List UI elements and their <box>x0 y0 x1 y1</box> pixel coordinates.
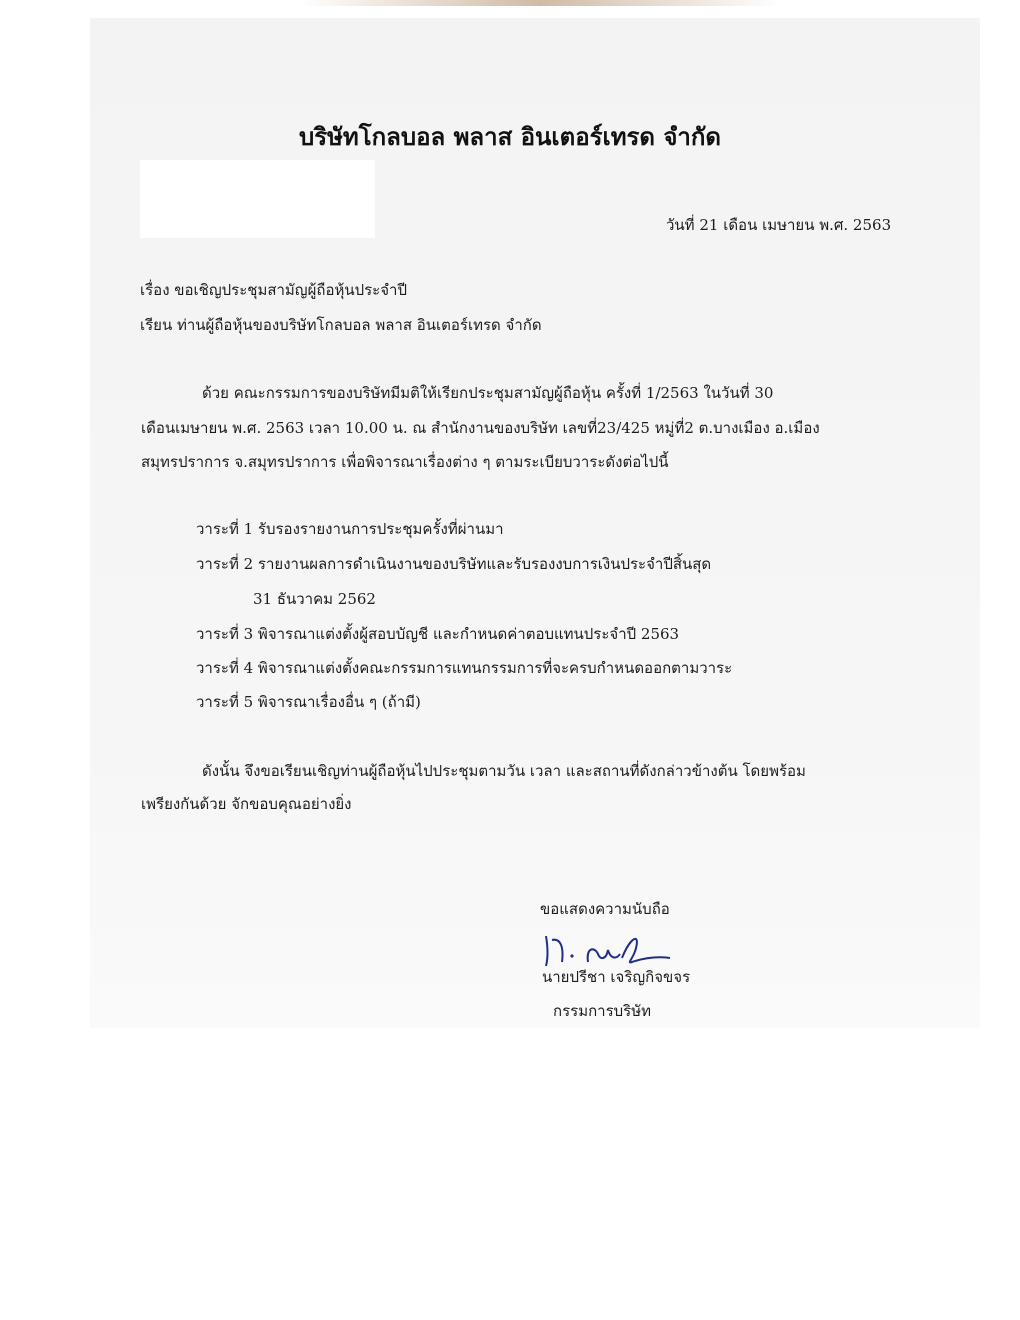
scan-edge-mark <box>300 0 780 6</box>
letter-subject: เรื่อง ขอเชิญประชุมสามัญผู้ถือหุ้นประจำปี <box>140 281 407 299</box>
redacted-area <box>140 160 375 238</box>
letter-recipient: เรียน ท่านผู้ถือหุ้นของบริษัทโกลบอล พลาส อินเตอร์เทรด จำกัด <box>140 316 542 334</box>
letter-date: วันที่ 21 เดือน เมษายน พ.ศ. 2563 <box>666 216 892 234</box>
body-line: เดือนเมษายน พ.ศ. 2563 เวลา 10.00 น. ณ สำนักงานของบริษัท เลขที่23/425 หมู่ที่2 ต.บางเมือง อ.เมือง <box>141 419 820 437</box>
signer-name: นายปรีชา เจริญกิจขจร <box>542 968 691 986</box>
agenda-item: วาระที่ 3 พิจารณาแต่งตั้งผู้สอบบัญชี และกำหนดค่าตอบแทนประจำปี 2563 <box>196 625 680 643</box>
agenda-item: วาระที่ 4 พิจารณาแต่งตั้งคณะกรรมการแทนกรรมการที่จะครบกำหนดออกตามวาระ <box>196 659 733 677</box>
body-line: สมุทรปราการ จ.สมุทรปราการ เพื่อพิจารณาเรื่องต่าง ๆ ตามระเบียบวาระดังต่อไปนี้ <box>141 453 669 471</box>
agenda-item-continuation: 31 ธันวาคม 2562 <box>253 590 376 608</box>
regards-text: ขอแสดงความนับถือ <box>540 900 670 918</box>
company-title: บริษัทโกลบอล พลาส อินเตอร์เทรด จำกัด <box>298 122 722 151</box>
handwritten-signature <box>536 928 686 972</box>
agenda-item: วาระที่ 2 รายงานผลการดำเนินงานของบริษัทและรับรองงบการเงินประจำปีสิ้นสุด <box>196 555 712 573</box>
closing-line: เพรียงกันด้วย จักขอบคุณอย่างยิ่ง <box>141 795 352 813</box>
agenda-item: วาระที่ 1 รับรองรายงานการประชุมครั้งที่ผ่านมา <box>196 520 504 538</box>
signer-title: กรรมการบริษัท <box>553 1002 651 1020</box>
body-line: ด้วย คณะกรรมการของบริษัทมีมติให้เรียกประชุมสามัญผู้ถือหุ้น ครั้งที่ 1/2563 ในวันที่ 30 <box>202 384 774 402</box>
agenda-item: วาระที่ 5 พิจารณาเรื่องอื่น ๆ (ถ้ามี) <box>196 693 421 711</box>
closing-line: ดังนั้น จึงขอเรียนเชิญท่านผู้ถือหุ้นไปประชุมตามวัน เวลา และสถานที่ดังกล่าวข้างต้น โดยพร้อม <box>202 762 806 780</box>
